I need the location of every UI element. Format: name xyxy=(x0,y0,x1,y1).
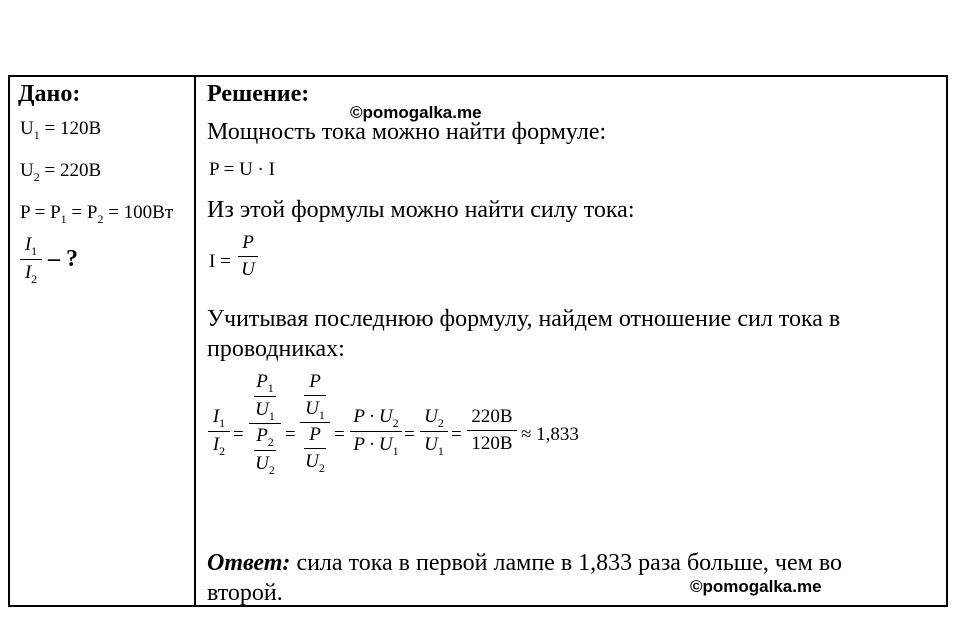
solution-heading: Решение: xyxy=(207,81,310,107)
ratio-u-fraction: $U_2$ $U_1$ xyxy=(420,407,448,456)
given-power: $P = P_1 = P_2 = 100Вт$ xyxy=(20,202,174,226)
given-find-fraction: $I_1$ $I_2$ xyxy=(20,235,42,284)
solution-line-1: Мощность тока можно найти формуле: xyxy=(207,119,607,145)
solution-line-3b: проводниках: xyxy=(207,336,345,362)
ratio-eq-1: = xyxy=(233,424,244,445)
watermark-top: ©pomogalka.me xyxy=(350,103,482,122)
given-heading: Дано: xyxy=(18,81,81,107)
ratio-eq-3: = xyxy=(334,424,345,445)
ratio-approx-result: ≈ 1,833 xyxy=(521,424,579,445)
ratio-eq-4: = xyxy=(404,424,415,445)
ratio-eq-2: = xyxy=(285,424,296,445)
given-u1: $U_1 = 120В$ xyxy=(20,118,102,142)
answer-label: Ответ: xyxy=(207,550,291,576)
formula-power: P = U · I xyxy=(209,159,275,180)
answer-text: сила тока в первой лампе в 1,833 раза больше, чем во xyxy=(290,550,842,576)
answer-line xyxy=(207,548,842,578)
formula-current-fraction: P U xyxy=(238,233,258,280)
formula-current-left: I = xyxy=(209,251,231,272)
ratio-complex-fraction-1: $\frac{P_1}{U_1}$ $\frac{P_2}{U_2}$ xyxy=(249,372,281,475)
given-u2: $U_2 = 220В$ xyxy=(20,160,102,184)
ratio-complex-fraction-2: $\frac{P}{U_1}$ $\frac{P}{U_2}$ xyxy=(300,372,330,473)
answer-line-2: второй. xyxy=(207,580,283,606)
given-find-question: – ? xyxy=(48,246,78,272)
ratio-i1-i2: $I_1$ $I_2$ xyxy=(208,407,230,456)
solution-line-3a: Учитывая последнюю формулу, найдем отношение сил тока в xyxy=(207,306,841,332)
watermark-bottom: ©pomogalka.me xyxy=(690,577,822,596)
column-divider xyxy=(194,75,196,607)
table-frame xyxy=(8,75,948,607)
ratio-pu-fraction: $P \cdot U_2$ $P \cdot U_1$ xyxy=(350,407,402,456)
ratio-voltage-fraction: 220В 120В xyxy=(467,407,517,454)
solution-line-2: Из этой формулы можно найти силу тока: xyxy=(207,197,635,223)
ratio-eq-5: = xyxy=(451,424,462,445)
